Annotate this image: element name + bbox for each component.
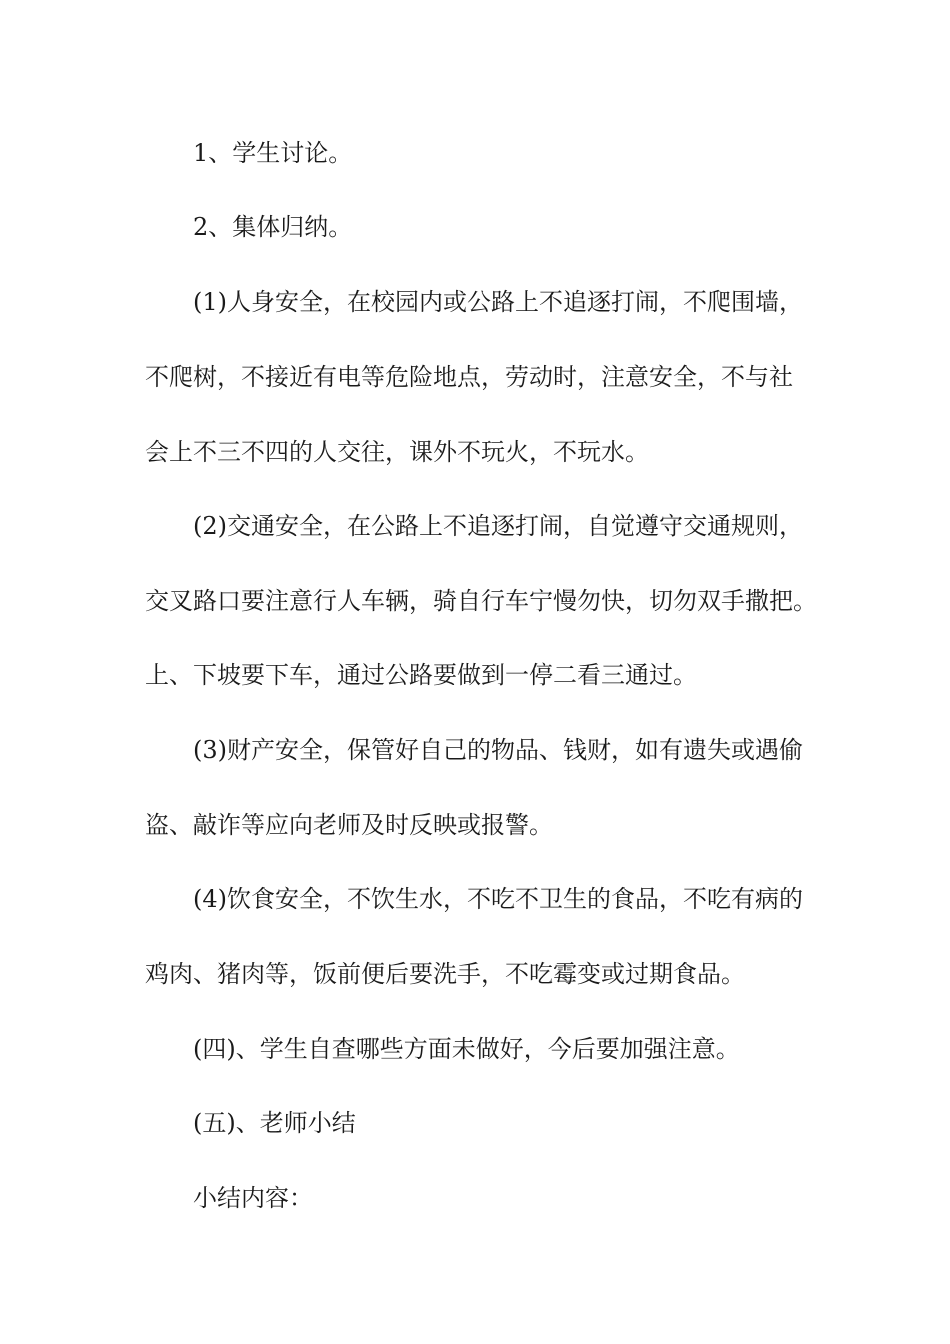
- paragraph-line: (4)饮食安全，不饮生水，不吃不卫生的食品，不吃有病的: [193, 885, 803, 913]
- paragraph-line: 2、集体归纳。: [193, 213, 353, 241]
- paragraph-line: (五)、老师小结: [193, 1109, 356, 1137]
- paragraph-line: 小结内容：: [193, 1184, 313, 1212]
- paragraph-line: 上、下坡要下车，通过公路要做到一停二看三通过。: [145, 661, 697, 689]
- paragraph-line: 不爬树，不接近有电等危险地点，劳动时，注意安全，不与社: [145, 363, 793, 391]
- paragraph-line: 交叉路口要注意行人车辆，骑自行车宁慢勿快，切勿双手撒把。: [145, 587, 817, 615]
- paragraph-line: (3)财产安全，保管好自己的物品、钱财，如有遗失或遇偷: [193, 736, 803, 764]
- paragraph-line: (四)、学生自查哪些方面未做好，今后要加强注意。: [193, 1035, 740, 1063]
- paragraph-line: 盗、敲诈等应向老师及时反映或报警。: [145, 811, 553, 839]
- paragraph-line: 1、学生讨论。: [193, 139, 353, 167]
- paragraph-line: 会上不三不四的人交往，课外不玩火，不玩水。: [145, 438, 649, 466]
- paragraph-line: (1)人身安全，在校园内或公路上不追逐打闹，不爬围墙，: [193, 288, 803, 316]
- paragraph-line: (2)交通安全，在公路上不追逐打闹，自觉遵守交通规则，: [193, 512, 803, 540]
- paragraph-line: 鸡肉、猪肉等，饭前便后要洗手，不吃霉变或过期食品。: [145, 960, 745, 988]
